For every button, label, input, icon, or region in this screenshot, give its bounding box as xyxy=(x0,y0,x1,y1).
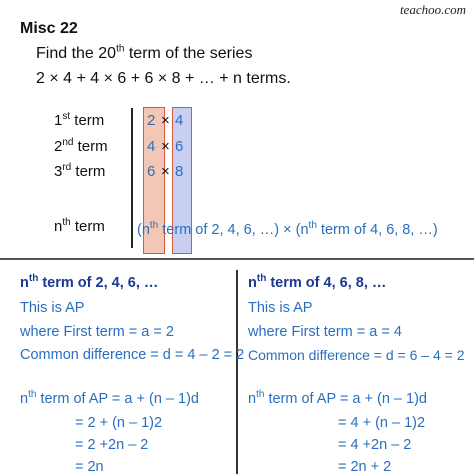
question-line-1 xyxy=(36,45,252,63)
question-line-1-sup: th xyxy=(116,43,125,55)
right-line-7: = 4 +2n – 2 xyxy=(338,437,412,453)
term-1-text: term xyxy=(70,112,105,129)
term-1-b: 4 xyxy=(175,112,184,129)
separator-line xyxy=(131,108,133,248)
left-line-5-text: term of AP = a + (n – 1)d xyxy=(40,391,199,407)
page-title: Misc 22 xyxy=(20,20,78,37)
left-heading-sup: th xyxy=(28,273,39,285)
term-1-a: 2 xyxy=(147,112,156,129)
term-2-text: term xyxy=(73,138,108,155)
term-3-times: × xyxy=(161,163,170,180)
term-label-3 xyxy=(54,163,105,180)
term-2-times: × xyxy=(161,138,170,155)
term-1-sup: st xyxy=(62,111,71,122)
left-line-5-n: n xyxy=(20,391,29,407)
nth-expr-sup: th xyxy=(149,220,159,232)
right-line-5-text: term of AP = a + (n – 1)d xyxy=(268,391,427,407)
nth-expr-sup-2: th xyxy=(308,220,317,232)
right-line-1: This is AP xyxy=(248,300,313,316)
right-line-5-sup: th xyxy=(256,389,265,401)
term-3-sup: rd xyxy=(62,162,72,173)
term-3-text: term xyxy=(71,163,106,180)
left-line-7: = 2 +2n – 2 xyxy=(75,437,149,453)
question-line-1-pre: Find the 20 xyxy=(36,45,117,62)
right-heading-text: term of 4, 6, 8, … xyxy=(266,275,387,291)
right-heading-n: n xyxy=(248,275,257,291)
left-line-6: = 2 + (n – 1)2 xyxy=(75,415,163,431)
right-line-5 xyxy=(248,391,427,407)
term-2-a: 4 xyxy=(147,138,156,155)
nth-expr-rest: term of 2, 4, 6, …) × (n xyxy=(158,222,309,238)
left-line-8: = 2n xyxy=(75,459,104,475)
left-line-3: Common difference = d = 4 – 2 = 2 xyxy=(20,347,245,363)
nth-n: n xyxy=(54,218,63,235)
term-2-n: 2 xyxy=(54,138,63,155)
left-line-5 xyxy=(20,391,199,407)
term-3-b: 8 xyxy=(175,163,184,180)
right-line-2: where First term = a = 4 xyxy=(248,324,402,340)
term-label-2 xyxy=(54,138,108,155)
nth-expr-open: (n xyxy=(137,222,150,238)
question-line-2: 2 × 4 + 4 × 6 + 6 × 8 + … + n terms. xyxy=(36,70,291,87)
term-2-sup: nd xyxy=(62,137,74,148)
left-line-1: This is AP xyxy=(20,300,85,316)
right-line-6: = 4 + (n – 1)2 xyxy=(338,415,426,431)
nth-expression xyxy=(137,222,438,238)
term-3-a: 6 xyxy=(147,163,156,180)
term-label-nth xyxy=(54,218,105,235)
left-line-5-sup: th xyxy=(28,389,37,401)
term-1-times: × xyxy=(161,112,170,129)
left-heading-n: n xyxy=(20,275,29,291)
term-1-n: 1 xyxy=(54,112,63,129)
right-line-8: = 2n + 2 xyxy=(338,459,392,475)
brand-logo: teachoo.com xyxy=(399,2,466,17)
right-line-3: Common difference = d = 6 – 4 = 2 xyxy=(248,347,465,363)
column-divider xyxy=(236,270,238,474)
left-heading xyxy=(20,275,158,291)
term-2-b: 6 xyxy=(175,138,184,155)
term-3-n: 3 xyxy=(54,163,63,180)
nth-sup: th xyxy=(62,217,71,228)
question-line-1-post: term of the series xyxy=(124,45,253,62)
right-line-5-n: n xyxy=(248,391,257,407)
left-line-2: where First term = a = 2 xyxy=(20,324,174,340)
section-divider xyxy=(0,258,474,260)
nth-text: term xyxy=(70,218,105,235)
nth-expr-end: term of 4, 6, 8, …) xyxy=(316,222,438,238)
term-label-1 xyxy=(54,112,104,129)
left-heading-text: term of 2, 4, 6, … xyxy=(38,275,159,291)
right-heading xyxy=(248,275,386,291)
right-heading-sup: th xyxy=(256,273,267,285)
